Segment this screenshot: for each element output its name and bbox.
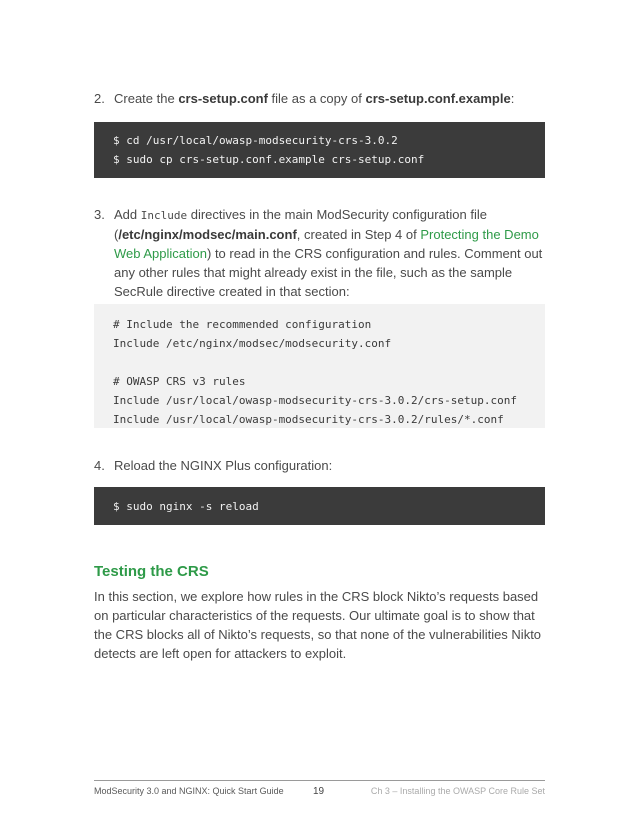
- step-text: [114, 205, 546, 301]
- code-line: # OWASP CRS v3 rules: [113, 375, 246, 388]
- step-text-part: directives in the main ModSecurity configuration file (: [114, 207, 487, 242]
- step-number: 4.: [94, 458, 105, 473]
- step-text-part: Add: [114, 207, 141, 222]
- page-number: 19: [313, 786, 325, 797]
- link-protecting-demo-app[interactable]: Protecting the Demo Web Application: [114, 227, 539, 261]
- filename-crs-setup: crs-setup.conf: [178, 91, 268, 106]
- step-text-part: file as a copy of: [267, 91, 366, 106]
- step-text-part: , created in Step 4 of: [296, 227, 421, 242]
- step-text-part: ) to read in the CRS configuration and rules. Comment out any other rules that might already exist in the file, such as the sample SecRule directive created in that section:: [114, 246, 543, 299]
- code-line: $ sudo nginx -s reload: [113, 500, 259, 513]
- step-text: [114, 89, 546, 108]
- code-line: Include /usr/local/owasp-modsecurity-crs-3.0.2/rules/*.conf: [113, 413, 504, 426]
- step-text-part: :: [510, 91, 515, 106]
- footer-guide-title: ModSecurity 3.0 and NGINX: Quick Start Guide: [94, 786, 284, 796]
- section-title: Testing the CRS: [94, 563, 209, 580]
- filename-crs-setup-example: crs-setup.conf.example: [365, 91, 511, 106]
- path-main-conf: /etc/nginx/modsec/main.conf: [118, 227, 297, 242]
- step-text-part: Create the: [114, 91, 179, 106]
- footer-divider: [94, 780, 545, 781]
- step-number: 3.: [94, 207, 105, 222]
- inline-code-include: Include: [140, 209, 188, 222]
- code-block-include: [94, 304, 545, 428]
- code-line: $ cd /usr/local/owasp-modsecurity-crs-3.0.2: [113, 134, 398, 147]
- step-number: 2.: [94, 91, 105, 106]
- section-paragraph: In this section, we explore how rules in the CRS block Nikto’s requests based on particular characteristics of the requests. Our ultimate goal is to show that the CRS blocks all of Nikto’s requests, so that none of the vulnerabilities Nikto detects are left open for attackers to exploit.: [94, 589, 542, 661]
- code-block-copy: [94, 122, 545, 178]
- step-text: Reload the NGINX Plus configuration:: [114, 458, 333, 473]
- code-block-reload: [94, 487, 545, 525]
- code-line: Include /etc/nginx/modsec/modsecurity.conf: [113, 337, 392, 350]
- code-line: Include /usr/local/owasp-modsecurity-crs-3.0.2/crs-setup.conf: [113, 394, 517, 407]
- footer-chapter: Ch 3 – Installing the OWASP Core Rule Set: [370, 786, 545, 796]
- code-line: $ sudo cp crs-setup.conf.example crs-setup.conf: [113, 153, 425, 166]
- code-line: [113, 353, 545, 372]
- code-line: # Include the recommended configuration: [113, 318, 372, 331]
